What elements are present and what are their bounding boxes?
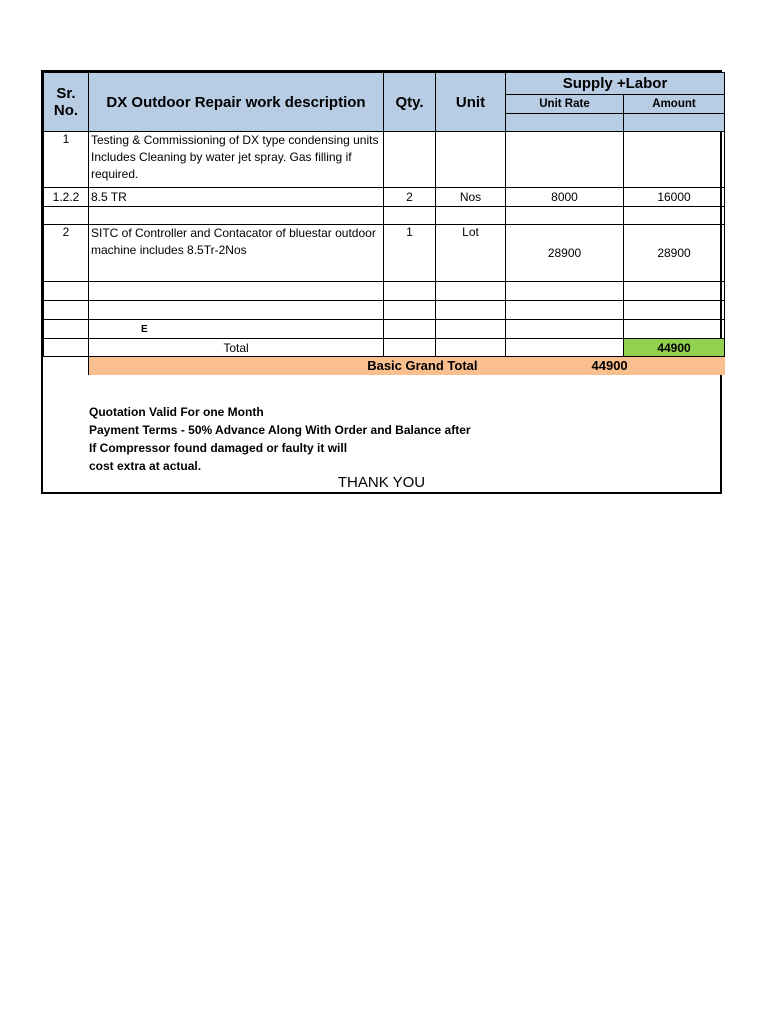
total-value: 44900 xyxy=(624,339,725,357)
row-unit: Nos xyxy=(436,188,506,207)
grand-total-value: 44900 xyxy=(506,357,725,375)
header-blank-cell xyxy=(506,114,624,132)
header-unit-rate: Unit Rate xyxy=(506,95,624,114)
row-qty xyxy=(384,132,436,188)
table-row xyxy=(44,225,725,282)
header-qty: Qty. xyxy=(384,73,436,132)
row-sr: 1.2.2 xyxy=(44,188,89,207)
row-qty: 1 xyxy=(384,225,436,282)
total-row xyxy=(44,339,725,357)
table-row xyxy=(44,188,725,207)
note-line: If Compressor found damaged or faulty it will xyxy=(89,441,348,455)
row-unit: Lot xyxy=(436,225,506,282)
row-qty: 2 xyxy=(384,188,436,207)
table-row-empty xyxy=(44,301,725,320)
table-row-marker xyxy=(44,320,725,339)
header-blank-cell xyxy=(624,114,725,132)
row-description: 8.5 TR xyxy=(89,188,384,207)
total-label: Total xyxy=(89,339,384,357)
table-row-empty xyxy=(44,282,725,301)
row-sr: 2 xyxy=(44,225,89,282)
row-rate: 28900 xyxy=(506,225,624,282)
thank-you-text: THANK YOU xyxy=(337,474,426,491)
note-line: cost extra at actual. xyxy=(89,459,202,473)
header-description: DX Outdoor Repair work description xyxy=(89,73,384,132)
row-unit xyxy=(436,132,506,188)
note-line: Quotation Valid For one Month xyxy=(89,405,264,419)
marker-text: E xyxy=(89,320,384,339)
header-amount: Amount xyxy=(624,95,725,114)
quotation-table xyxy=(43,72,725,375)
row-amount: 28900 xyxy=(624,225,725,282)
row-rate xyxy=(506,132,624,188)
table-row xyxy=(44,132,725,188)
row-amount: 16000 xyxy=(624,188,725,207)
row-sr: 1 xyxy=(44,132,89,188)
table-row-empty xyxy=(44,207,725,225)
note-line: Payment Terms - 50% Advance Along With Order and Balance after xyxy=(89,423,471,437)
row-amount xyxy=(624,132,725,188)
header-supply-labor: Supply +Labor xyxy=(506,73,725,95)
grand-total-row xyxy=(44,357,725,375)
row-rate: 8000 xyxy=(506,188,624,207)
row-description: Testing & Commissioning of DX type condensing units Includes Cleaning by water jet spray. Gas filling if required. xyxy=(89,132,384,188)
header-sr-no: Sr. No. xyxy=(44,73,89,132)
row-description: SITC of Controller and Contacator of bluestar outdoor machine includes 8.5Tr-2Nos xyxy=(89,225,384,282)
header-unit: Unit xyxy=(436,73,506,132)
terms-notes xyxy=(89,403,471,475)
grand-total-label: Basic Grand Total xyxy=(89,357,506,375)
quotation-sheet xyxy=(41,70,722,494)
